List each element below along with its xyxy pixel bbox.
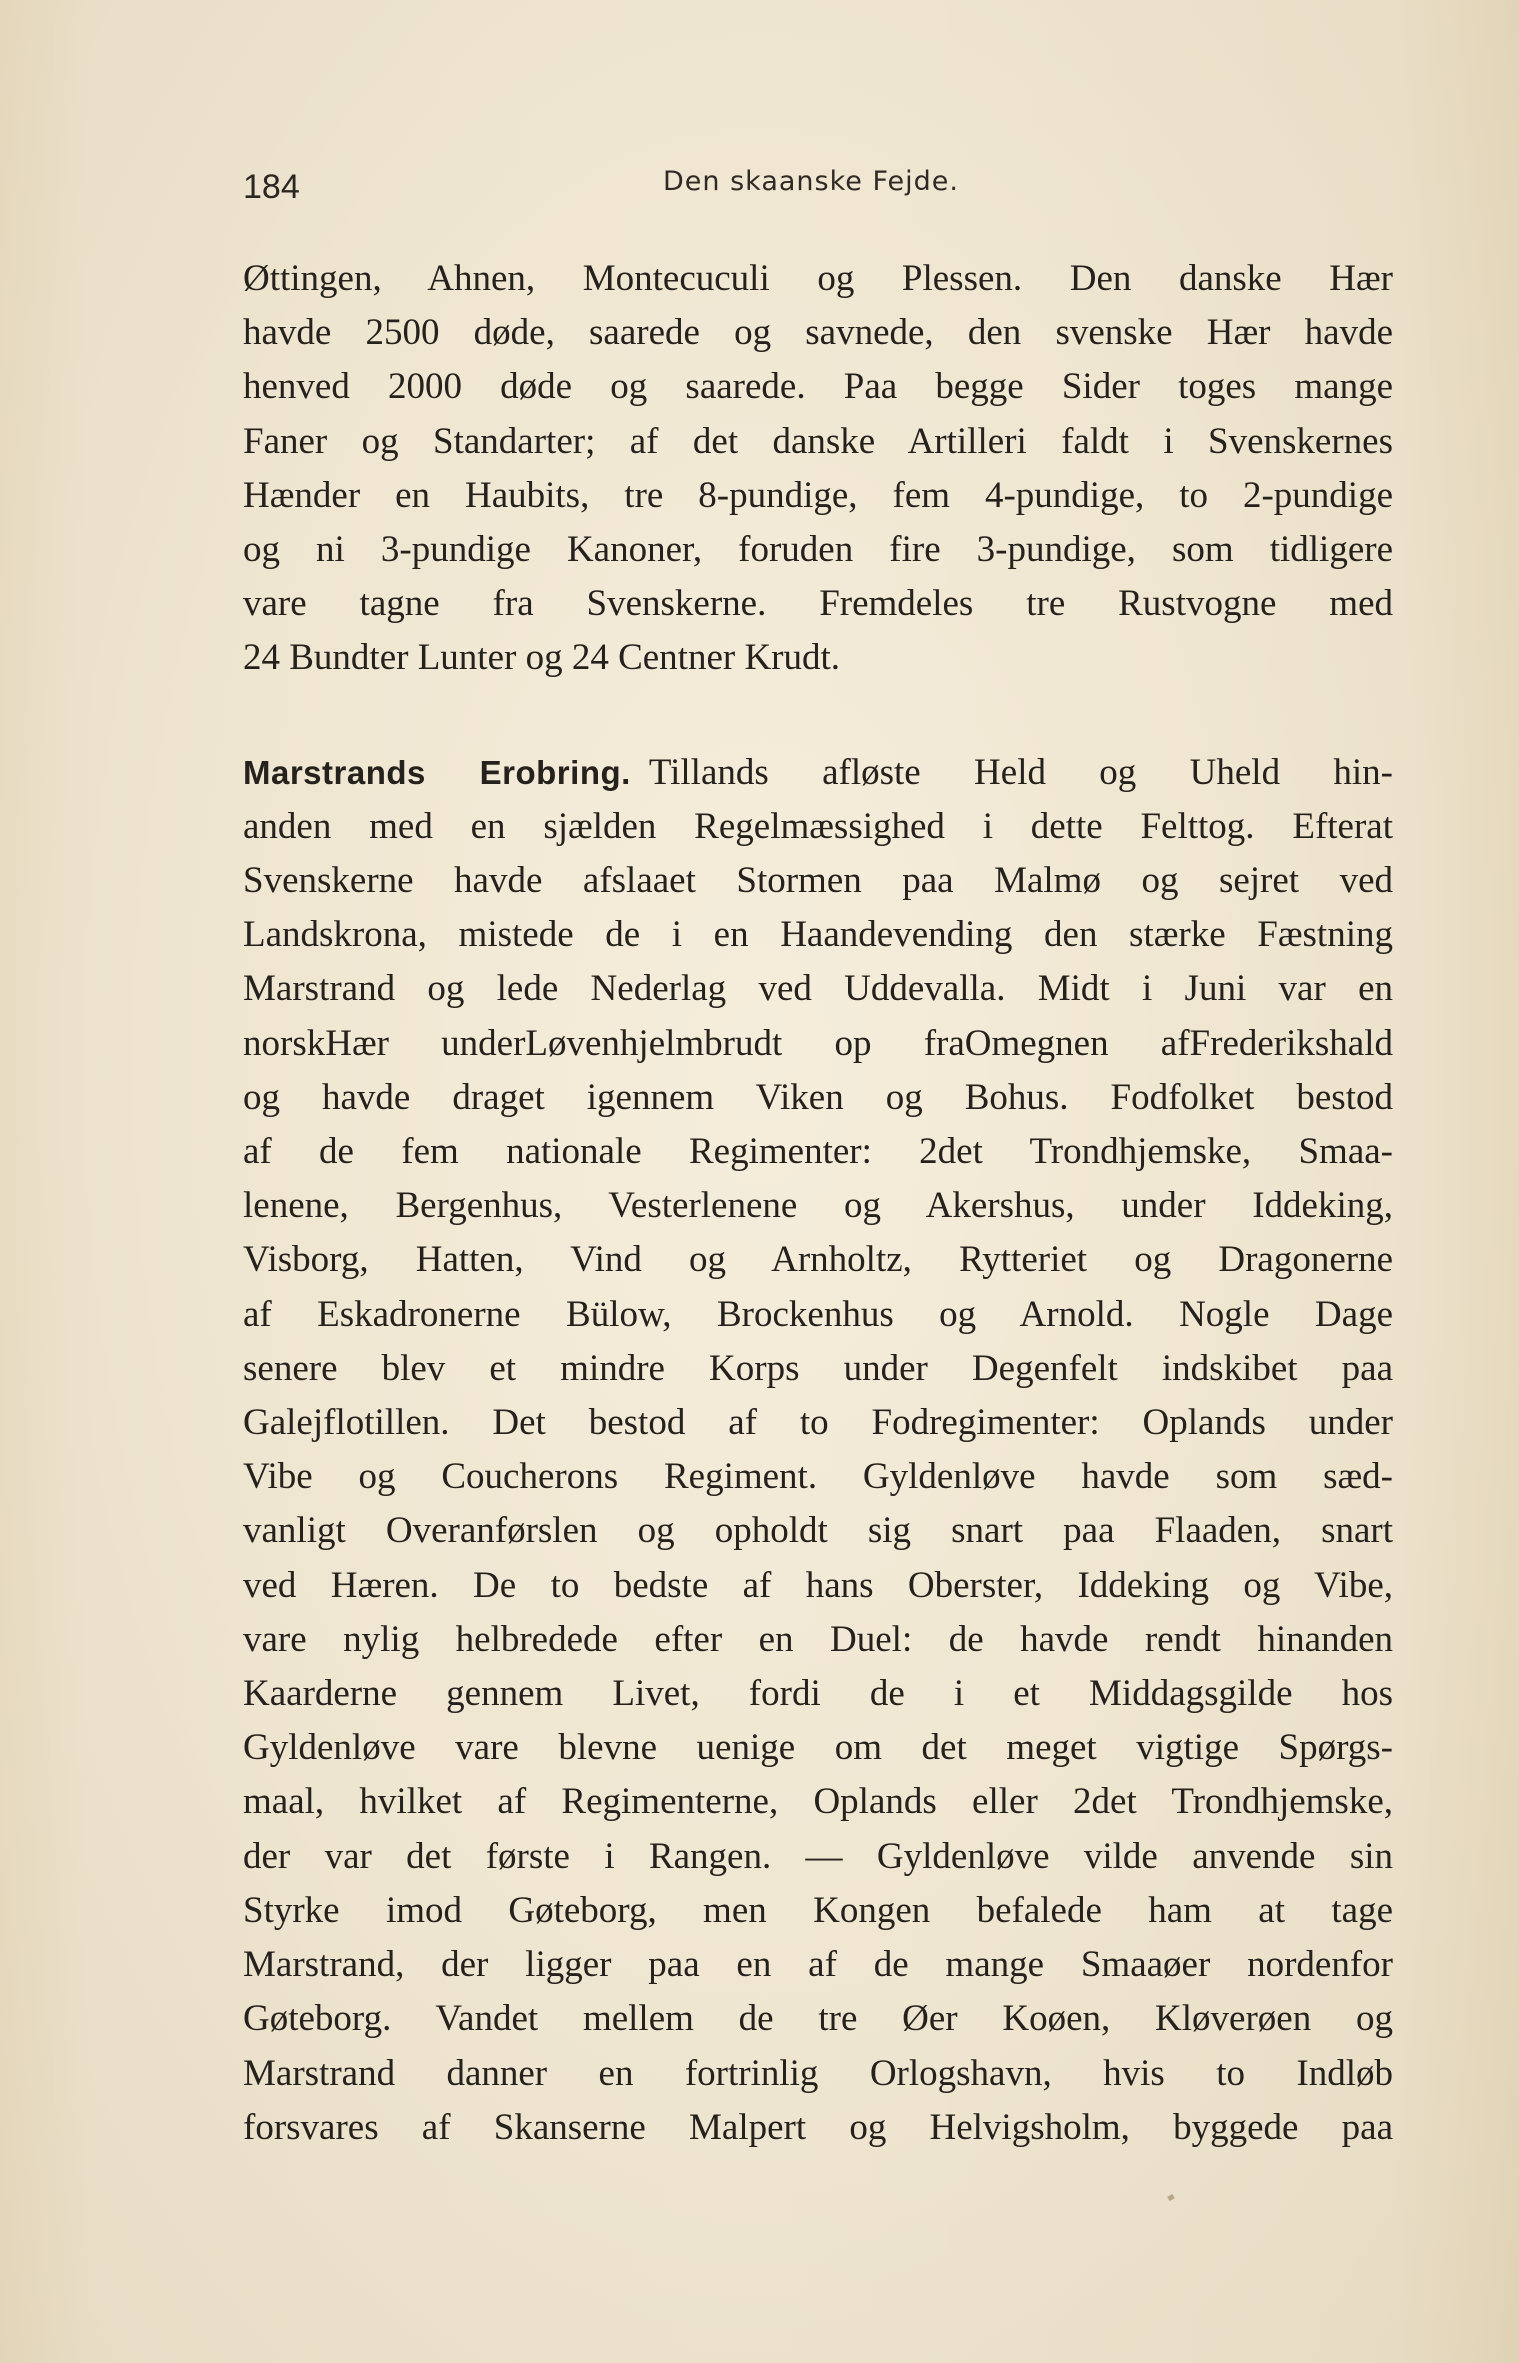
text-line: anden med en sjælden Regelmæssighed i dette Felttog. Efterat [243, 805, 1393, 847]
text-line: vanligt Overanførslen og opholdt sig snart paa Flaaden, snart [243, 1510, 1393, 1552]
text-line: Vibe og Coucherons Regiment. Gyldenløve havde som sæd- [243, 1456, 1393, 1498]
text-line: havde 2500 døde, saarede og savnede, den svenske Hær havde [243, 312, 1393, 354]
text-line: Styrke imod Gøteborg, men Kongen befalede ham at tage [243, 1889, 1393, 1931]
text-line: henved 2000 døde og saarede. Paa begge Sider toges mange [243, 366, 1393, 408]
page-header [243, 160, 1393, 220]
text-line: Landskrona, mistede de i en Haandevending den stærke Fæstning [243, 914, 1393, 956]
text-line-with-heading [243, 746, 1393, 800]
text-line: Kaarderne gennem Livet, fordi de i et Middagsgilde hos [243, 1673, 1393, 1715]
text-line: der var det første i Rangen. — Gyldenløve vilde anvende sin [243, 1835, 1393, 1877]
text-line: af de fem nationale Regimenter: 2det Trondhjemske, Smaa- [243, 1131, 1393, 1173]
paragraph-aftermath [243, 252, 1393, 686]
page-number: 184 [243, 168, 300, 206]
section-heading: Marstrands Erobring. [243, 753, 631, 791]
paragraph-marstrand [243, 746, 1393, 2155]
text-line: ved Hæren. De to bedste af hans Oberster, Iddeking og Vibe, [243, 1564, 1393, 1606]
text-line: 24 Bundter Lunter og 24 Centner Krudt. [243, 637, 841, 679]
text-line: og ni 3-pundige Kanoner, foruden fire 3-pundige, som tidligere [243, 529, 1393, 571]
body-text [243, 252, 1393, 2155]
text-line: forsvares af Skanserne Malpert og Helvigsholm, byggede paa [243, 2106, 1393, 2148]
text-line: maal, hvilket af Regimenterne, Oplands eller 2det Trondhjemske, [243, 1781, 1393, 1823]
text-line: Galejflotillen. Det bestod af to Fodregimenter: Oplands under [243, 1402, 1393, 1444]
text-line-rest: Tillands afløste Held og Uheld hin- [648, 751, 1393, 793]
text-line: vare tagne fra Svenskerne. Fremdeles tre Rustvogne med [243, 583, 1393, 625]
text-line: Faner og Standarter; af det danske Artilleri faldt i Svenskernes [243, 420, 1393, 462]
text-line: Marstrand danner en fortrinlig Orlogshavn, hvis to Indløb [243, 2052, 1393, 2094]
text-line: Gyldenløve vare blevne uenige om det meget vigtige Spørgs- [243, 1727, 1393, 1769]
text-line: Visborg, Hatten, Vind og Arnholtz, Rytteriet og Dragonerne [243, 1239, 1393, 1281]
text-line: norskHær underLøvenhjelmbrudt op fraOmegnen afFrederikshald [243, 1022, 1393, 1064]
paragraph-gap [243, 686, 1393, 746]
text-line: Gøteborg. Vandet mellem de tre Øer Koøen, Kløverøen og [243, 1998, 1393, 2040]
text-line: lenene, Bergenhus, Vesterlenene og Akershus, under Iddeking, [243, 1185, 1393, 1227]
text-line: vare nylig helbredede efter en Duel: de havde rendt hinanden [243, 1618, 1393, 1660]
text-line: Hænder en Haubits, tre 8-pundige, fem 4-pundige, to 2-pundige [243, 474, 1393, 516]
text-line: Marstrand, der ligger paa en af de mange Smaaøer nordenfor [243, 1944, 1393, 1986]
text-line: Svenskerne havde afslaaet Stormen paa Malmø og sejret ved [243, 860, 1393, 902]
paper-speck [1167, 2194, 1175, 2201]
text-line: Marstrand og lede Nederlag ved Uddevalla. Midt i Juni var en [243, 968, 1393, 1010]
text-line: Øttingen, Ahnen, Montecuculi og Plessen. Den danske Hær [243, 258, 1393, 299]
text-line: og havde draget igennem Viken og Bohus. Fodfolket bestod [243, 1076, 1393, 1118]
running-head: Den skaanske Fejde. [663, 166, 959, 197]
text-line: senere blev et mindre Korps under Degenfelt indskibet paa [243, 1347, 1393, 1389]
text-line: af Eskadronerne Bülow, Brockenhus og Arnold. Nogle Dage [243, 1293, 1393, 1335]
